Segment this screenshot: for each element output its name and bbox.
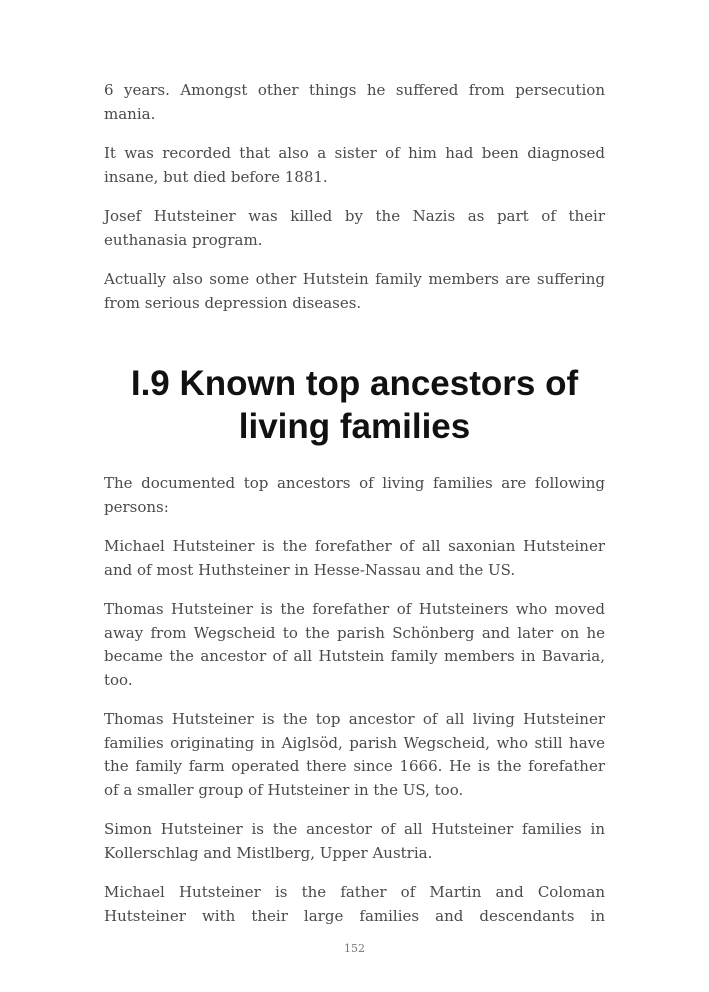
paragraph: The documented top ancestors of living families are following persons: bbox=[104, 474, 605, 516]
paragraph: Simon Hutsteiner is the ancestor of all Hutsteiner families in Kollerschlag and Mistlberg, Upper Austria. bbox=[104, 820, 605, 862]
page-number: 152 bbox=[344, 942, 365, 955]
paragraph: Thomas Hutsteiner is the top ancestor of all living Hutsteiner families originating in Aiglsöd, parish Wegscheid, who still have the family farm operated there since 1666. He is the forefather of a smaller group of Hutsteiner in the US, too. bbox=[104, 710, 605, 799]
paragraph: 6 years. Amongst other things he suffered from persecution mania. bbox=[104, 81, 605, 123]
intro-text-block bbox=[104, 79, 605, 331]
section-text-block bbox=[104, 472, 605, 944]
section-heading: I.9 Known top ancestors of living families bbox=[130, 364, 579, 446]
paragraph: It was recorded that also a sister of him had been diagnosed insane, but died before 1881. bbox=[104, 144, 605, 186]
paragraph: Michael Hutsteiner is the father of Martin and Coloman Hutsteiner with their large families and descendants in bbox=[104, 883, 605, 925]
paragraph: Michael Hutsteiner is the forefather of all saxonian Hutsteiner and of most Huthsteiner in Hesse-Nassau and the US. bbox=[104, 537, 605, 579]
paragraph: Josef Hutsteiner was killed by the Nazis as part of their euthanasia program. bbox=[104, 207, 605, 249]
paragraph: Actually also some other Hutstein family members are suffering from serious depression diseases. bbox=[104, 270, 605, 312]
paragraph: Thomas Hutsteiner is the forefather of Hutsteiners who moved away from Wegscheid to the parish Schönberg and later on he became the ancestor of all Hutstein family members in Bavaria, too. bbox=[104, 600, 605, 689]
